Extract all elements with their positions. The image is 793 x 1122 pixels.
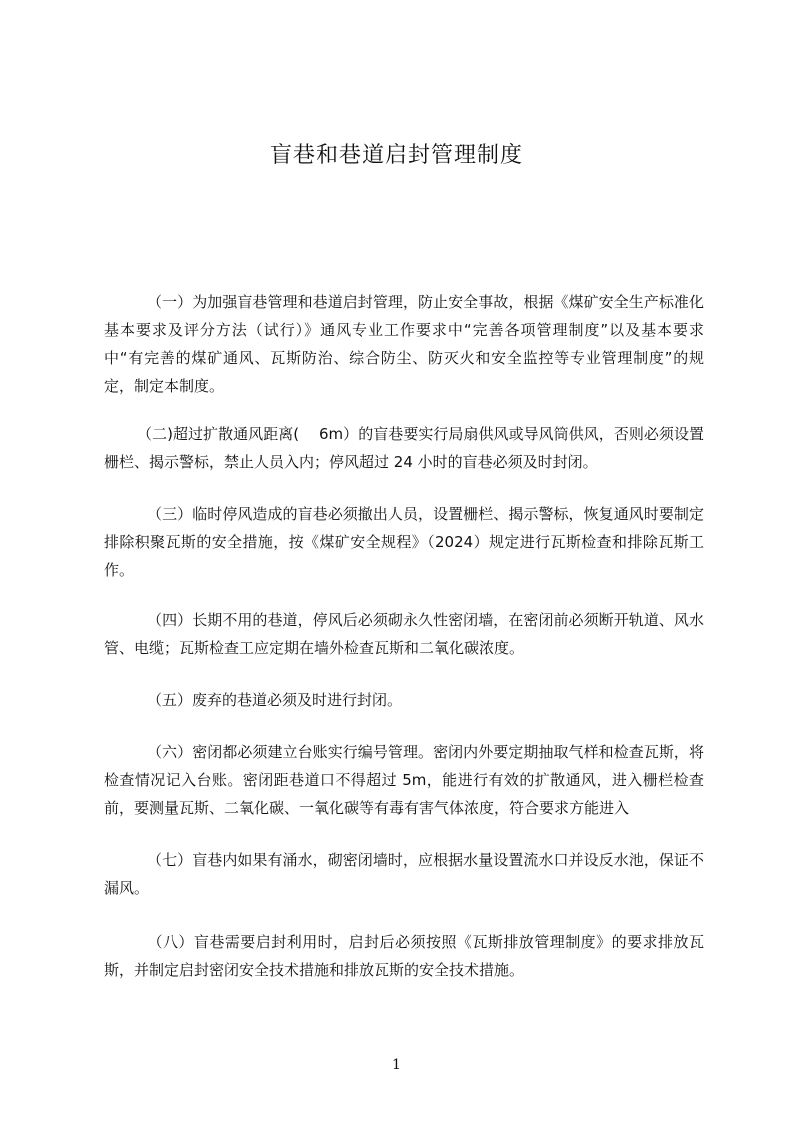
paragraph-6-text: （六）密闭都必须建立台账实行编号管理。密闭内外要定期抽取气样和检查瓦斯，将检查情况记入台账。密闭距巷道口不得超过 5m，能进行有效的扩散通风，进入栅栏检查前，要测量瓦斯、二氧化碳、一氧化碳等有毒有害气体浓度，符合要求方能进入 [104,743,704,817]
paragraph-3-text: （三）临时停风造成的盲巷必须撤出人员，设置栅栏、揭示警标，恢复通风时要制定排除积聚瓦斯的安全措施，按《煤矿安全规程》（2024）规定进行瓦斯检查和排除瓦斯工作。 [104,505,704,579]
paragraph-5 [104,686,704,714]
paragraph-8-text: （八）盲巷需要启封利用时，启封后必须按照《瓦斯排放管理制度》的要求排放瓦斯，并制定启封密闭安全技术措施和排放瓦斯的安全技术措施。 [104,933,704,979]
paragraph-4-text: （四）长期不用的巷道，停风后必须砌永久性密闭墙，在密闭前必须断开轨道、风水管、电缆；瓦斯检查工应定期在墙外检查瓦斯和二氧化碳浓度。 [104,611,704,657]
paragraph-2 [104,420,704,476]
paragraph-8 [104,928,704,984]
paragraph-1 [104,288,704,400]
paragraph-5-text: （五）废弃的巷道必须及时进行封闭。 [147,691,403,709]
document-title: 盲巷和巷道启封管理制度 [269,143,523,168]
paragraph-4 [104,606,704,662]
paragraph-7 [104,846,704,902]
paragraph-3 [104,500,704,584]
paragraph-7-text: （七）盲巷内如果有涌水，砌密闭墙时，应根据水量设置流水口并设反水池，保证不漏风。 [104,851,704,897]
paragraph-6 [104,738,704,822]
paragraph-1-text: （一）为加强盲巷管理和巷道启封管理，防止安全事故，根据《煤矿安全生产标准化基本要求及评分方法（试行）》通风专业工作要求中“完善各项管理制度”以及基本要求中“有完善的煤矿通风、瓦斯防治、综合防尘、防灭火和安全监控等专业管理制度”的规定，制定本制度。 [104,293,704,395]
paragraph-2-text: （二)超过扩散通风距离( 6m）的盲巷要实行局扇供风或导风筒供风，否则必须设置栅栏、揭示警标，禁止人员入内；停风超过 24 小时的盲巷必须及时封闭。 [104,425,704,471]
page-number: 1 [392,1057,401,1073]
